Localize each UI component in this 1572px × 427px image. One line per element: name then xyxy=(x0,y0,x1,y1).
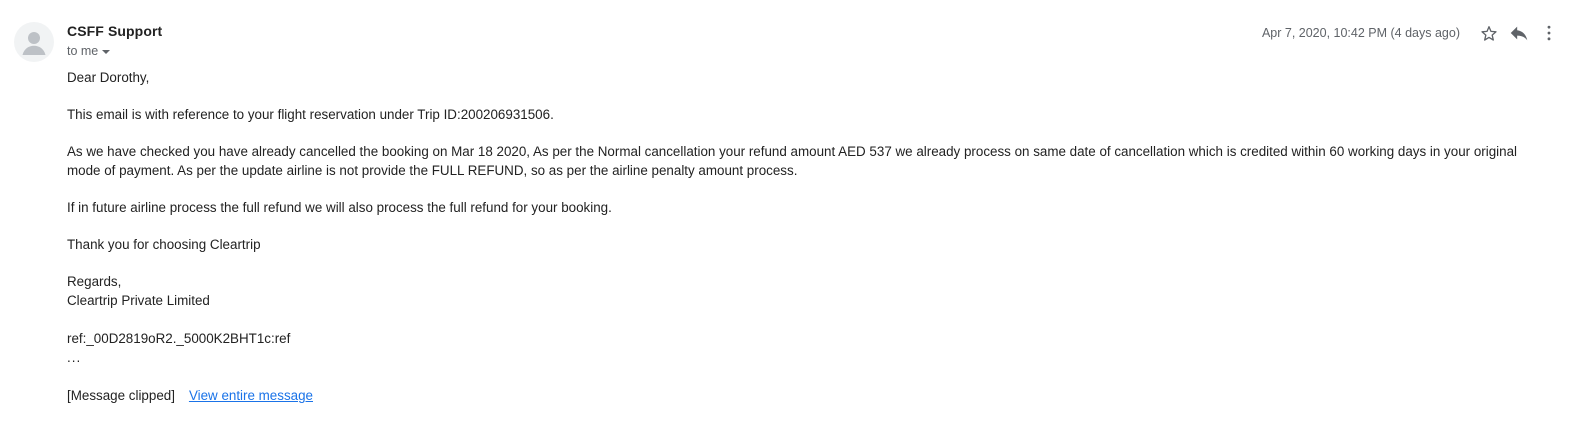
body-paragraph-1: This email is with reference to your flight reservation under Trip ID:200206931506. xyxy=(67,107,554,122)
message-body xyxy=(67,68,1542,405)
body-paragraph-4: Thank you for choosing Cleartrip xyxy=(67,237,261,252)
greeting-text: Dear Dorothy, xyxy=(67,70,150,85)
reference-code: ref:_00D2819oR2._5000K2BHT1c:ref xyxy=(67,331,291,346)
message-clipped-label: [Message clipped] xyxy=(67,388,175,403)
body-paragraph-2: As we have checked you have already cancelled the booking on Mar 18 2020, As per the Normal cancellation your refund amount AED 537 we already process on same date of cancellation which is credited within 60 working days in your original mode of payment. As per the update airline is not provide the FULL REFUND, so as per the airline penalty amount process. xyxy=(67,144,1517,178)
body-paragraph-3: If in future airline process the full refund we will also process the full refund for your booking. xyxy=(67,200,612,215)
sender-name[interactable]: CSFF Support xyxy=(67,23,163,39)
reply-button[interactable] xyxy=(1504,20,1534,46)
message-timestamp: Apr 7, 2020, 10:42 PM (4 days ago) xyxy=(1261,26,1460,40)
signoff-line-2: Cleartrip Private Limited xyxy=(67,293,210,308)
message-header xyxy=(0,0,1572,62)
signoff-line-1: Regards, xyxy=(67,274,122,289)
recipient-row[interactable] xyxy=(67,43,162,59)
message-header-actions xyxy=(1262,20,1564,46)
recipient-label: to me xyxy=(67,44,99,58)
sender-block xyxy=(67,22,162,59)
avatar[interactable] xyxy=(14,22,54,62)
message-clipped-row xyxy=(67,386,1542,405)
person-avatar-icon xyxy=(14,22,54,62)
more-options-button[interactable] xyxy=(1534,20,1564,46)
reply-icon xyxy=(1508,22,1530,44)
star-icon xyxy=(1479,23,1499,43)
more-options-icon xyxy=(1539,23,1559,43)
chevron-down-icon[interactable] xyxy=(102,50,110,54)
truncation-ellipsis: ... xyxy=(67,350,82,365)
view-entire-message-link[interactable]: View entire message xyxy=(188,388,313,403)
star-button[interactable] xyxy=(1474,20,1504,46)
